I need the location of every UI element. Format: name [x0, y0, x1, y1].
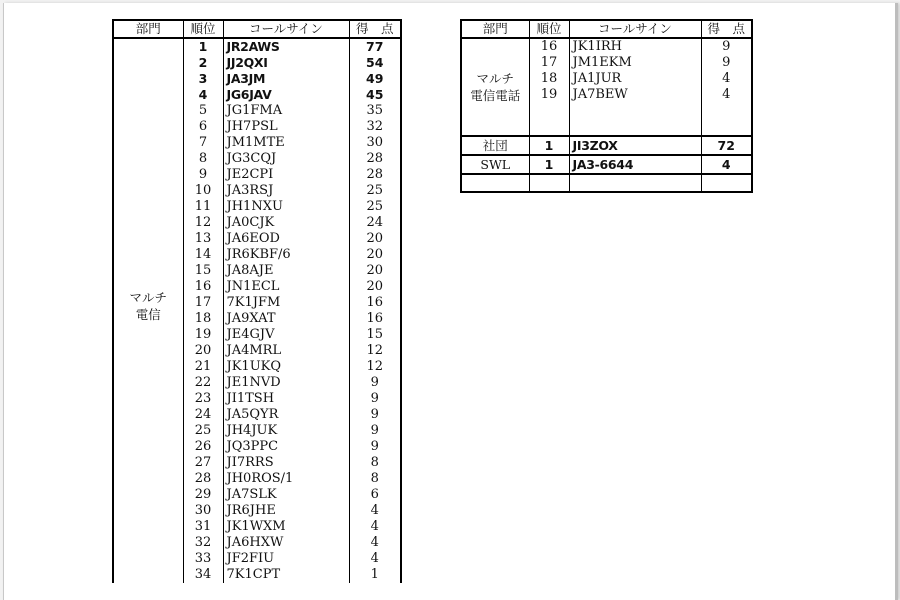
- table-row-club: [461, 136, 752, 155]
- score-cell: 20: [349, 279, 401, 295]
- score-cell: 77: [349, 38, 401, 55]
- document-page: [3, 3, 898, 600]
- rank-cell: 29: [183, 487, 223, 503]
- callsign-cell: JK1WXM: [223, 519, 349, 535]
- callsign-cell: JA8AJE: [223, 263, 349, 279]
- rank-cell: 32: [183, 535, 223, 551]
- score-cell: 4: [349, 535, 401, 551]
- table-header-row: [113, 20, 401, 38]
- table-row-swl: [461, 155, 752, 174]
- callsign-cell: JH7PSL: [223, 119, 349, 135]
- rank-cell: 5: [183, 103, 223, 119]
- score-cell: 6: [349, 487, 401, 503]
- rank-cell: 18: [183, 311, 223, 327]
- score-cell: 28: [349, 167, 401, 183]
- rank-cell: 23: [183, 391, 223, 407]
- header-callsign: コールサイン: [569, 20, 701, 38]
- callsign-cell: JA5QYR: [223, 407, 349, 423]
- score-cell: 72: [701, 136, 752, 155]
- score-cell: 8: [349, 455, 401, 471]
- callsign-cell: JK1UKQ: [223, 359, 349, 375]
- rank-cell: 15: [183, 263, 223, 279]
- rank-cell: 8: [183, 151, 223, 167]
- callsign-cell: JM1EKM: [569, 55, 701, 71]
- rank-cell: 19: [529, 87, 569, 103]
- division-label-line2: 電信: [135, 307, 161, 322]
- callsign-cell: JE2CPI: [223, 167, 349, 183]
- callsign-cell: JF2FIU: [223, 551, 349, 567]
- rank-cell: 1: [529, 155, 569, 174]
- callsign-cell: JN1ECL: [223, 279, 349, 295]
- division-label-line2: 電信電話: [470, 88, 521, 103]
- rank-cell: 25: [183, 423, 223, 439]
- score-cell: 9: [701, 38, 752, 55]
- division-cell-multi-phone: [461, 38, 529, 136]
- score-cell: 4: [701, 155, 752, 174]
- header-rank: 順位: [529, 20, 569, 38]
- rank-cell: 4: [183, 87, 223, 103]
- score-cell: 24: [349, 215, 401, 231]
- score-cell: 32: [349, 119, 401, 135]
- header-callsign: コールサイン: [223, 20, 349, 38]
- callsign-cell: JI7RRS: [223, 455, 349, 471]
- rank-cell: 17: [183, 295, 223, 311]
- rank-cell: 21: [183, 359, 223, 375]
- rank-cell: 22: [183, 375, 223, 391]
- score-cell: 35: [349, 103, 401, 119]
- callsign-cell: JA6EOD: [223, 231, 349, 247]
- results-table-multi-cw: [112, 19, 402, 583]
- callsign-cell: 7K1CPT: [223, 567, 349, 583]
- rank-cell: 12: [183, 215, 223, 231]
- header-division: 部門: [113, 20, 183, 38]
- rank-cell: 17: [529, 55, 569, 71]
- division-label-line1: マルチ: [476, 71, 514, 86]
- rank-cell: 2: [183, 55, 223, 71]
- callsign-cell: JR6KBF/6: [223, 247, 349, 263]
- division-label-line1: マルチ: [129, 290, 167, 305]
- callsign-cell: JQ3PPC: [223, 439, 349, 455]
- rank-cell: 7: [183, 135, 223, 151]
- rank-cell: 6: [183, 119, 223, 135]
- rank-cell: 3: [183, 71, 223, 87]
- callsign-cell: JG3CQJ: [223, 151, 349, 167]
- rank-cell: 16: [529, 38, 569, 55]
- score-cell: 20: [349, 231, 401, 247]
- score-cell: 16: [349, 295, 401, 311]
- callsign-cell: JE4GJV: [223, 327, 349, 343]
- rank-cell: 9: [183, 167, 223, 183]
- score-cell: 4: [349, 551, 401, 567]
- score-cell: 9: [349, 391, 401, 407]
- rank-cell: 28: [183, 471, 223, 487]
- callsign-cell: JA6HXW: [223, 535, 349, 551]
- score-cell: 20: [349, 247, 401, 263]
- table-row-empty: [461, 174, 752, 192]
- rank-cell: 31: [183, 519, 223, 535]
- callsign-cell: JI3ZOX: [569, 136, 701, 155]
- callsign-cell: JA3RSJ: [223, 183, 349, 199]
- score-cell: 16: [349, 311, 401, 327]
- score-cell: 20: [349, 263, 401, 279]
- rank-cell: 18: [529, 71, 569, 87]
- rank-cell: 19: [183, 327, 223, 343]
- score-cell: 4: [701, 71, 752, 87]
- score-cell: 4: [349, 503, 401, 519]
- header-rank: 順位: [183, 20, 223, 38]
- rank-cell: 20: [183, 343, 223, 359]
- callsign-cell: JR6JHE: [223, 503, 349, 519]
- score-cell: 4: [701, 87, 752, 103]
- callsign-cell: JI1TSH: [223, 391, 349, 407]
- callsign-cell: JG6JAV: [223, 87, 349, 103]
- rank-cell: 24: [183, 407, 223, 423]
- rank-cell: 34: [183, 567, 223, 583]
- score-cell: 49: [349, 71, 401, 87]
- callsign-cell: JA3JM: [223, 71, 349, 87]
- rank-cell: 16: [183, 279, 223, 295]
- score-cell: 12: [349, 343, 401, 359]
- division-cell-swl: SWL: [461, 155, 529, 174]
- results-table-body: [461, 38, 752, 192]
- score-cell: 54: [349, 55, 401, 71]
- score-cell: 25: [349, 199, 401, 215]
- rank-cell: 26: [183, 439, 223, 455]
- results-table-other: [460, 19, 753, 193]
- callsign-cell: JA0CJK: [223, 215, 349, 231]
- score-cell: 9: [349, 375, 401, 391]
- rank-cell: 11: [183, 199, 223, 215]
- header-division: 部門: [461, 20, 529, 38]
- callsign-cell: JK1IRH: [569, 38, 701, 55]
- callsign-cell: JE1NVD: [223, 375, 349, 391]
- rank-cell: 27: [183, 455, 223, 471]
- score-cell: 25: [349, 183, 401, 199]
- table-header-row: [461, 20, 752, 38]
- rank-cell: 30: [183, 503, 223, 519]
- score-cell: 1: [349, 567, 401, 583]
- rank-cell: 33: [183, 551, 223, 567]
- score-cell: 9: [349, 439, 401, 455]
- callsign-cell: 7K1JFM: [223, 295, 349, 311]
- callsign-cell: JA7BEW: [569, 87, 701, 103]
- division-cell-club: 社団: [461, 136, 529, 155]
- header-score: 得 点: [701, 20, 752, 38]
- callsign-cell: JA7SLK: [223, 487, 349, 503]
- callsign-cell: JG1FMA: [223, 103, 349, 119]
- callsign-cell: JA3-6644: [569, 155, 701, 174]
- callsign-cell: JR2AWS: [223, 38, 349, 55]
- score-cell: 9: [349, 423, 401, 439]
- score-cell: 45: [349, 87, 401, 103]
- score-cell: 9: [701, 55, 752, 71]
- callsign-cell: JH1NXU: [223, 199, 349, 215]
- score-cell: 30: [349, 135, 401, 151]
- callsign-cell: JA1JUR: [569, 71, 701, 87]
- division-cell-multi-cw: [113, 38, 183, 583]
- rank-cell: 1: [183, 38, 223, 55]
- callsign-cell: JA4MRL: [223, 343, 349, 359]
- callsign-cell: JJ2QXI: [223, 55, 349, 71]
- callsign-cell: JH4JUK: [223, 423, 349, 439]
- score-cell: 8: [349, 471, 401, 487]
- score-cell: 9: [349, 407, 401, 423]
- rank-cell: 13: [183, 231, 223, 247]
- rank-cell: 1: [529, 136, 569, 155]
- callsign-cell: JM1MTE: [223, 135, 349, 151]
- header-score: 得 点: [349, 20, 401, 38]
- table-row: [113, 38, 401, 55]
- table-row: [461, 38, 752, 55]
- callsign-cell: JH0ROS/1: [223, 471, 349, 487]
- score-cell: 12: [349, 359, 401, 375]
- callsign-cell: JA9XAT: [223, 311, 349, 327]
- score-cell: 28: [349, 151, 401, 167]
- rank-cell: 10: [183, 183, 223, 199]
- score-cell: 4: [349, 519, 401, 535]
- results-table-body: [113, 38, 401, 583]
- rank-cell: 14: [183, 247, 223, 263]
- score-cell: 15: [349, 327, 401, 343]
